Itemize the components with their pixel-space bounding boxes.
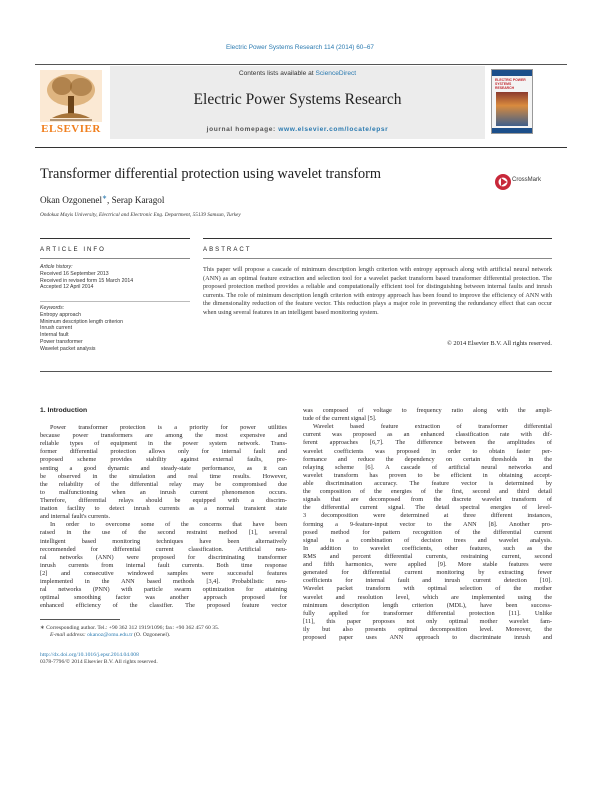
crossmark-label: CrossMark [512,177,542,183]
footnote-email-line [40,632,290,639]
corresponding-author-mark[interactable]: ∗ [102,195,108,201]
text-line: senting a good dynamic and steady-state performance, as it can [40,464,287,472]
text-line: RMS and percent differential currents, restraining current, second [303,552,552,560]
keyword-item: Power transformer [40,338,83,345]
text-line: recommended for differential current classification. Artificial neu- [40,545,287,553]
history-received: Received 16 September 2013 [40,270,109,277]
journal-citation[interactable]: Electric Power Systems Research 114 (2014) 60–67 [225,44,374,51]
text-line: posed method for pattern recognition of the differential current [303,528,552,536]
journal-cover-thumbnail[interactable] [491,69,533,134]
keyword-item: Wavelet packet analysis [40,345,96,352]
text-line: was composed of voltage to frequency ratio along with the ampli- [303,407,552,414]
text-line: forming a 9-feature-input vector to the ANN [8]. Another pro- [303,520,552,528]
keywords-rule [40,301,190,302]
email-suffix: (O. Ozgonenel). [132,632,171,639]
text-line: signal is a combination of decision trees and wavelet analysis. [303,536,552,544]
text-line: ral networks (PNN) with particle swarm optimization for attaining [40,586,287,594]
email-label: E-mail address: [50,632,88,639]
text-line: the reliability of the differential relay may be compromised due [40,480,287,488]
text-line: tude of the current signal [5]. [303,415,377,423]
text-line: proposed paper uses ANN approach to discriminate inrush and [303,634,552,642]
journal-title: Electric Power Systems Research [193,91,402,108]
keyword-item: Internal fault [40,332,69,339]
text-line: Therefore, differential relays should be equipped with a discrim- [40,496,287,504]
cover-top-band [492,70,532,76]
text-line: inrush currents from internal fault currents. Both time response [40,561,287,569]
text-line: proposed scheme provides stability against external faults, pre- [40,456,287,464]
text-line: wavelet and resolution level, which are implemented using the [303,593,552,601]
text-line: the differential current signal. The detail spectral energies of level- [303,504,552,512]
history-accepted: Accepted 12 April 2014 [40,284,94,291]
text-line: Wavelet based feature extraction of transformer differential [313,423,552,431]
text-line: fully applied for transformer differential protection [11]. Unlike [303,609,552,617]
text-line: optimal smoothing factor was another approach proposed for [40,594,287,602]
issn-line: 0378-7796/© 2014 Elsevier B.V. All rights reserved. [40,659,158,666]
article-history [40,264,190,291]
text-line: ily but also presents optimal decomposition level. Moreover, the [303,625,552,633]
cover-bottom-band [492,128,532,133]
text-line: relaying scheme [6]. A cascade of artificial neural networks and [303,463,552,471]
history-label: Article history: [40,264,73,270]
text-line: to malfunctioning when an inrush current phenomenon occurs. [40,488,287,496]
doi-link[interactable]: http://dx.doi.org/10.1016/j.epsr.2014.04.008 [40,652,139,658]
text-line: be observed in the simulation and real time results. However, [40,472,287,480]
text-line: minimum description length criterion (MDL), have been success- [303,601,552,609]
author-name-2: Serap Karagol [111,195,165,206]
text-line: In order to overcome some of the concerns that have been [50,521,287,529]
text-line: generated for differential current monitoring by extracting fewer [303,569,552,577]
abstract-text: This paper will propose a cascade of minimum description length criterion with entropy approach along with artificial neural network (ANN) as an optimal feature extraction and selection tool for a wavelet packet transform based transformer differential protection. The proposed protection method provides a reliable and computationally efficient tool for distinguishing between internal faults and inrush currents. The role of minimum description length criterion with entropy approach has been found to improve the efficiency of ANN with the dimensionality reduction of the feature vector. This reduction plays a major role in preventing the redundancy effect that can occur when using several features in an intelligent based monitoring system. [203,266,552,316]
homepage-prefix: journal homepage: [206,126,279,133]
author-name-1: Okan Ozgonenel [40,195,102,206]
text-line: Wavelet packet transform with optimal selection of the mother [303,585,552,593]
text-line: 3 decomposition were determined at three different instances, [303,512,552,520]
author-affiliation: Ondokuz Mayis University, Electrical and Electronic Eng. Department, 55139 Samsun, Turkey [40,212,241,218]
body-column-left [40,424,287,611]
text-line: coefficients for internal fault and inrush current detection [10]. [303,577,552,585]
contents-available-line [110,70,485,77]
cover-image [496,92,528,126]
footnote-corresponding: ∗ Corresponding author. Tel.: +90 362 312 1919/1096; fax: +90 362 457 60 35. [40,625,220,631]
body-column-right [303,407,552,642]
text-line: ferent approaches [6,7]. The difference between the amplitudes of [303,439,552,447]
text-line: and internal fault's currents. [40,513,111,521]
text-line: current was proposed as an enhanced classification rate with dif- [303,431,552,439]
text-line: wavelet transform has proven to be efficient in obtaining accept- [303,471,552,479]
keyword-item: Entropy approach [40,311,81,318]
text-line: formance and reduce the dependency on certain thresholds in the [303,455,552,463]
author-list [40,194,164,205]
abstract-mid-rule [203,258,552,259]
homepage-link[interactable]: www.elsevier.com/locate/epsr [278,126,389,133]
keyword-item: Minimum description length criterion [40,318,124,325]
elsevier-tree-logo [38,68,104,130]
journal-homepage-line [110,126,485,133]
text-line: In addition to wavelet coefficients, other features, such as the [303,544,552,552]
keyword-item: Inrush current [40,325,73,332]
text-line: reliable types of equipment in the power system network. Trans- [40,440,287,448]
contents-prefix: Contents lists available at [238,70,316,77]
text-line: because power transformers are among the most expensive and [40,432,287,440]
keywords-label: Keywords: [40,305,65,311]
text-line: [2] and consecutive windowed samples were successful features [40,569,287,577]
history-revised: Received in revised form 15 March 2014 [40,277,134,284]
text-line: intelligent based monitoring techniques have been alternatively [40,537,287,545]
text-line: enhanced efficiency of the classifier. The proposed feature vector [40,602,287,610]
text-line: wavelet coefficients was proposed in order to obtain faster per- [303,447,552,455]
footnote-rule [40,619,120,620]
keywords-block [40,305,190,353]
elsevier-wordmark [36,123,106,135]
text-line: signals that are decomposed from the discrete wavelet transform of [303,496,552,504]
section-heading-introduction: 1. Introduction [40,407,88,414]
article-identifiers [40,652,290,666]
front-matter-bottom-rule [40,371,552,372]
abstract-top-rule [203,238,552,239]
text-line: and fifth harmonics, were applied [9]. More stable features were [303,561,552,569]
email-link[interactable]: okanoz@omu.edu.tr [87,632,133,639]
text-line: ral networks (ANN) were proposed for discriminating transformer [40,553,287,561]
paper-title: Transformer differential protection using wavelet transform [40,166,382,182]
sciencedirect-link[interactable]: ScienceDirect [315,70,357,77]
article-info-top-rule [40,238,190,239]
abstract-heading: ABSTRACT [203,246,252,253]
article-info-mid-rule [40,258,190,259]
text-line: ination facility to detect inrush currents as a normal transient state [40,505,287,513]
text-line: Power transformer protection is a priority for power utilities [50,424,287,431]
footnote-block [40,625,290,639]
abstract-copyright: © 2014 Elsevier B.V. All rights reserved. [446,340,552,347]
text-line: [11], this paper proposes not only optimal mother wavelet fam- [303,617,552,625]
publisher-name: ELSEVIER [41,123,101,135]
text-line: former differential protection allows only for internal fault and [40,448,287,456]
text-line: implemented in the ANN based methods [3,4]. Probabilistic neu- [40,578,287,586]
cover-title: ELECTRIC POWER SYSTEMS RESEARCH [495,78,526,90]
author-separator: , [107,195,112,206]
text-line: the composition of the energies of the first, second and third detail [303,488,552,496]
article-info-heading: ARTICLE INFO [40,246,106,253]
text-line: able discrimination accuracy. The feature vector is determined by [303,479,552,487]
text-line: raised in the use of the second restraint method [1], several [40,529,287,537]
